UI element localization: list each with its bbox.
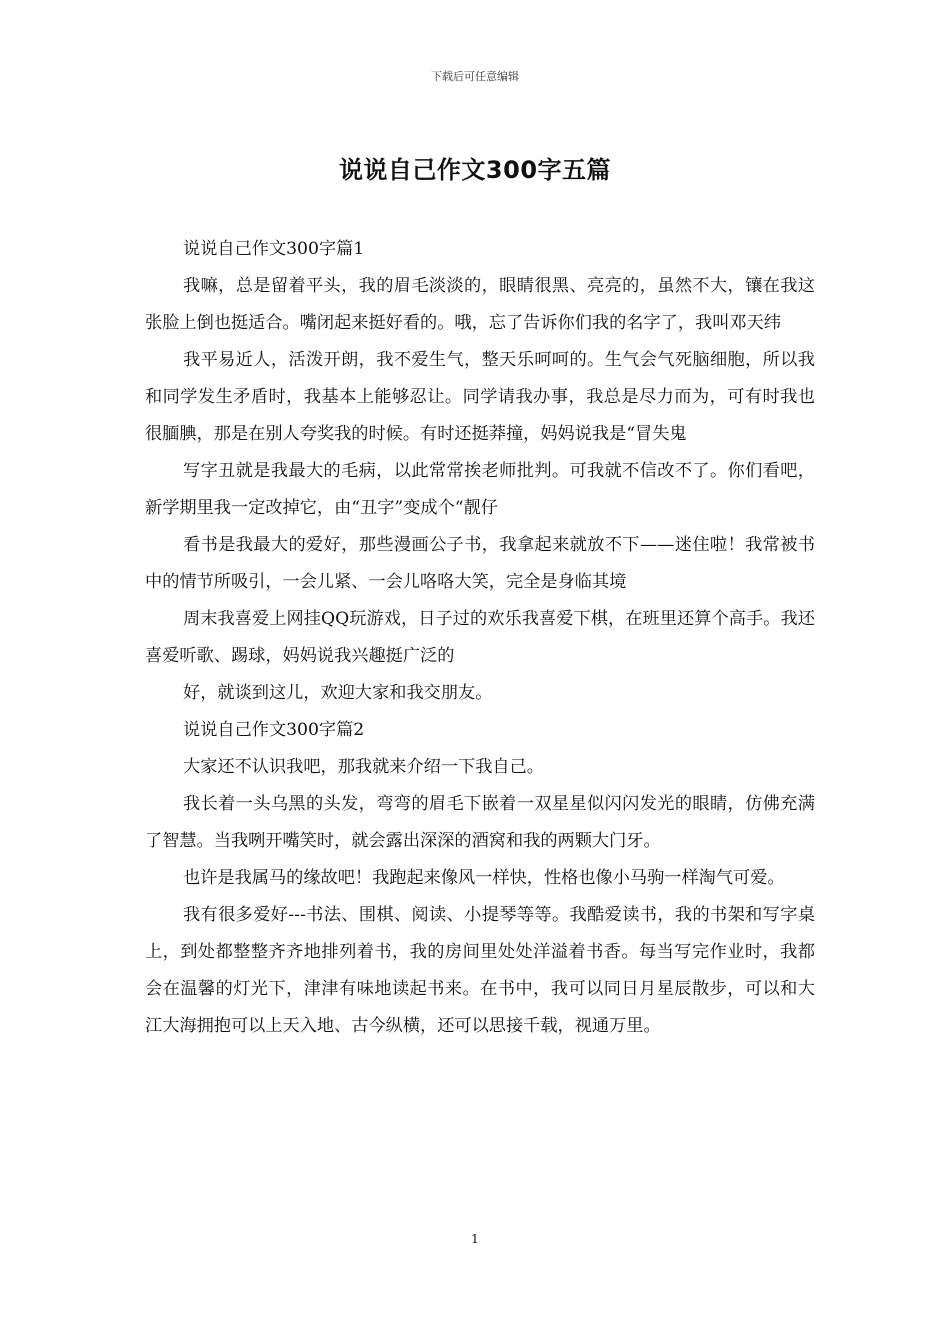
section-heading-2: 说说自己作文300字篇2 (183, 720, 365, 740)
document-title: 说说自己作文300字五篇 (338, 156, 612, 184)
paragraph: 我平易近人，活泼开朗，我不爱生气，整天乐呵呵的。生气会气死脑细胞，所以我和同学发生矛盾时，我基本上能够忍让。同学请我办事，我总是尽力而为，可有时我也很腼腆，那是在别人夸奖我的时候。有时还挺莽撞，妈妈说我是“冒失鬼 (145, 350, 815, 444)
paragraph: 也许是我属马的缘故吧！我跑起来像风一样快，性格也像小马驹一样淘气可爱。 (183, 868, 785, 888)
paragraph: 周末我喜爱上网挂QQ玩游戏，日子过的欢乐我喜爱下棋，在班里还算个高手。我还喜爱听歌、踢球，妈妈说我兴趣挺广泛的 (145, 609, 815, 666)
paragraph: 看书是我最大的爱好，那些漫画公子书，我拿起来就放不下——迷住啦！我常被书中的情节所吸引，一会儿紧、一会儿咯咯大笑，完全是身临其境 (145, 535, 815, 592)
document-body (145, 231, 815, 1045)
paragraph: 好，就谈到这儿，欢迎大家和我交朋友。 (183, 683, 493, 703)
page-header-note: 下载后可任意编辑 (431, 70, 519, 83)
page-number: 1 (471, 1232, 479, 1246)
section-heading-1: 说说自己作文300字篇1 (183, 239, 365, 259)
paragraph: 我长着一头乌黑的头发，弯弯的眉毛下嵌着一双星星似闪闪发光的眼睛，仿佛充满了智慧。当我咧开嘴笑时，就会露出深深的酒窝和我的两颗大门牙。 (145, 794, 815, 851)
paragraph: 大家还不认识我吧，那我就来介绍一下我自己。 (183, 757, 544, 777)
paragraph: 写字丑就是我最大的毛病，以此常常挨老师批判。可我就不信改不了。你们看吧，新学期里我一定改掉它，由“丑字”变成个“靓仔 (145, 461, 815, 518)
paragraph: 我嘛，总是留着平头，我的眉毛淡淡的，眼睛很黑、亮亮的，虽然不大，镶在我这张脸上倒也挺适合。嘴闭起来挺好看的。哦，忘了告诉你们我的名字了，我叫邓天纬 (145, 276, 815, 333)
paragraph: 我有很多爱好---书法、围棋、阅读、小提琴等等。我酷爱读书，我的书架和写字桌上，到处都整整齐齐地排列着书，我的房间里处处洋溢着书香。每当写完作业时，我都会在温馨的灯光下，津津有味地读起书来。在书中，我可以同日月星辰散步，可以和大江大海拥抱可以上天入地、古今纵横，还可以思接千载，视通万里。 (145, 905, 815, 1036)
